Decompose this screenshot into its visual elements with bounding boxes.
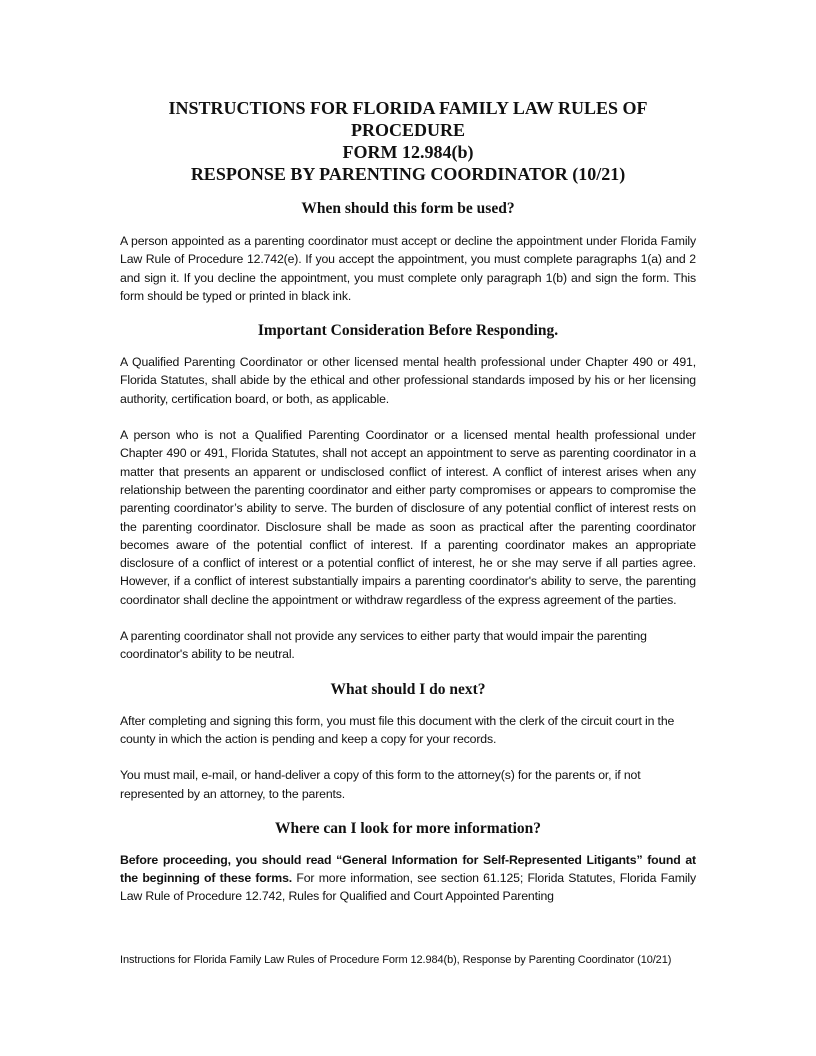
document-page [120, 97, 696, 906]
paragraph-neutrality: A parenting coordinator shall not provide any services to either party that would impair the parenting coordinator's ability to be neutral. [120, 629, 647, 662]
heading-more-information: Where can I look for more information? [274, 819, 542, 837]
paragraph-rest: For more information, see section 61.125; Florida Statutes, Florida Family Law Rule of Procedure 12.742, Rules for Qualified and Court Appointed Parenting [120, 871, 696, 904]
page-footer: Instructions for Florida Family Law Rules of Procedure Form 12.984(b), Response by Parenting Coordinator (10/21) [120, 954, 672, 966]
paragraph-conflict-of-interest: A person who is not a Qualified Parenting Coordinator or a licensed mental health professional under Chapter 490 or 491, Florida Statutes, shall not accept an appointment to serve as parenting coordinator in a matter that presents an apparent or undisclosed conflict of interest. A conflict of interest arises when any relationship between the parenting coordinator and either party compromises or appears to compromise the parenting coordinator’s ability to serve. The burden of disclosure of any potential conflict of interest rests on the parenting coordinator. Disclosure shall be made as soon as practical after the parenting coordinator becomes aware of the potential conflict of interest. If a parenting coordinator makes an appropriate disclosure of a conflict of interest or a potential conflict of interest, he or she may serve if all parties agree. However, if a conflict of interest substantially impairs a parenting coordinator's ability to serve, the parenting coordinator shall decline the appointment or withdraw regardless of the express agreement of the parties. [120, 428, 696, 607]
paragraph-file: After completing and signing this form, you must file this document with the clerk of the circuit court in the county in which the action is pending and keep a copy for your records. [120, 713, 675, 746]
title-line-3: RESPONSE BY PARENTING COORDINATOR (10/21) [190, 164, 626, 184]
heading-important-consideration: Important Consideration Before Responding. [257, 322, 559, 340]
paragraph-ethics: A Qualified Parenting Coordinator or other licensed mental health professional under Chapter 490 or 491, Florida Statutes, shall abide by the ethical and other professional standards imposed by his or her licensing authority, certification board, or both, as applicable. [120, 355, 696, 406]
title-line-2: FORM 12.984(b) [342, 142, 474, 162]
heading-when-used: When should this form be used? [301, 200, 515, 217]
title-line-1: INSTRUCTIONS FOR FLORIDA FAMILY LAW RULES OF PROCEDURE [168, 98, 648, 140]
heading-what-next: What should I do next? [330, 680, 486, 698]
bold-lead: Before proceeding, you should read “General Information for Self-Represented Litigants” found at the beginning of these forms. [120, 852, 696, 886]
paragraph-serve: You must mail, e-mail, or hand-deliver a copy of this form to the attorney(s) for the parents or, if not represented by an attorney, to the parents. [120, 768, 641, 801]
paragraph-more-information [120, 851, 696, 906]
paragraph-when-used: A person appointed as a parenting coordinator must accept or decline the appointment under Florida Family Law Rule of Procedure 12.742(e). If you accept the appointment, you must complete paragraphs 1(a) and 2 and sign it. If you decline the appointment, you must complete only paragraph 1(b) and sign the form. This form should be typed or printed in black ink. [120, 234, 696, 303]
